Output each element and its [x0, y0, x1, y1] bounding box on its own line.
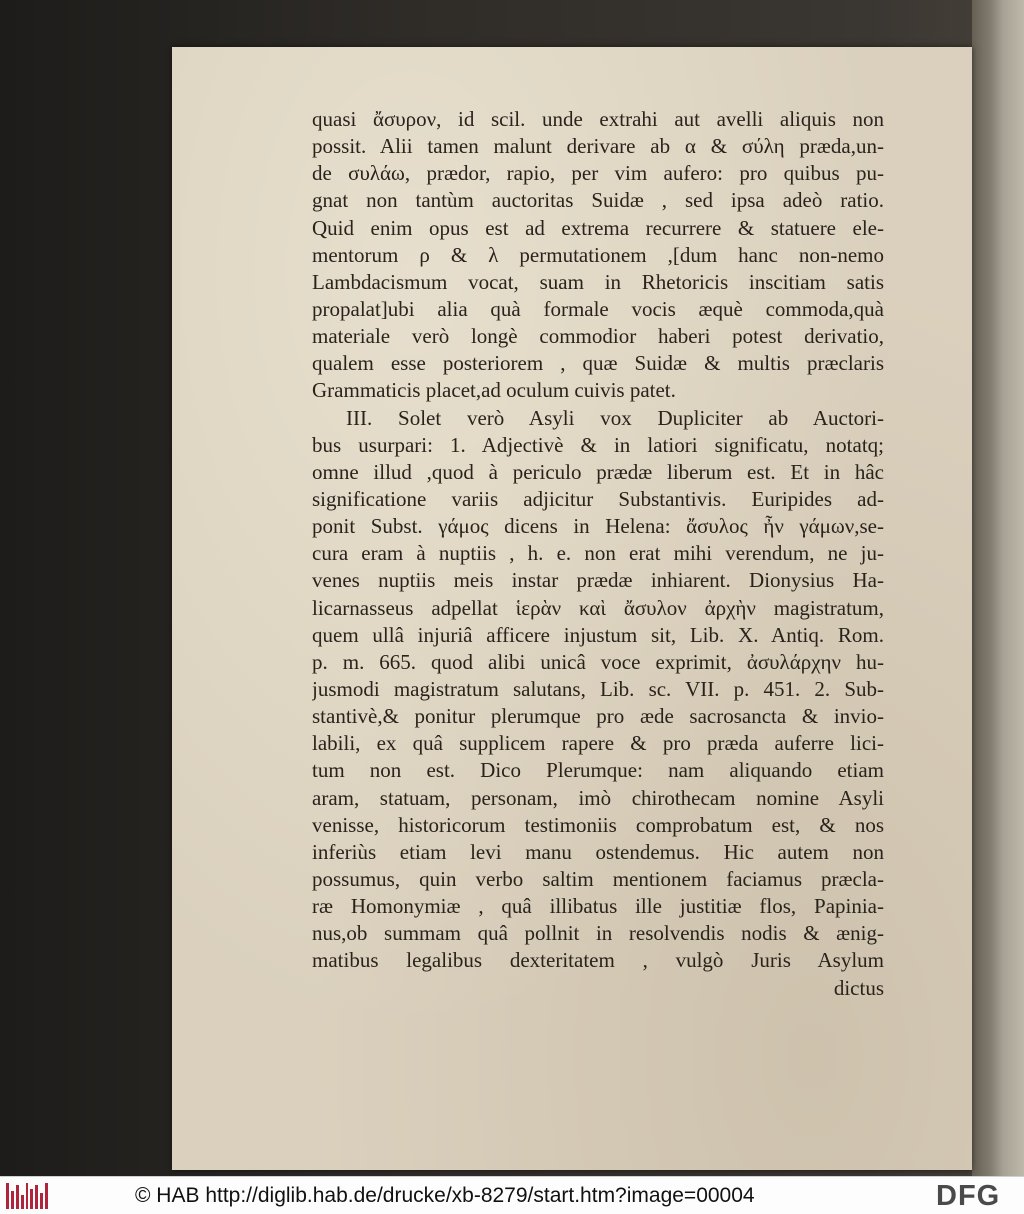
catchword: dictus: [833, 975, 884, 1000]
text-line: propalat]ubi alia quà formale vocis æquè commoda,quà: [312, 296, 884, 321]
text-line: significatione variis adjicitur Substantivis. Euripides ad-: [312, 486, 884, 511]
text-line: matibus legalibus dexteritatem , vulgò Juris Asylum: [312, 948, 884, 973]
text-line: Quid enim opus est ad extrema recurrere & statuere ele-: [312, 215, 884, 240]
text-line: III. Solet verò Asyli vox Dupliciter ab Auctori-: [346, 405, 884, 430]
text-line: ponit Subst. γάμος dicens in Helena: ἄσυλος ἦν γάμων,se-: [312, 514, 884, 539]
text-line: p. m. 665. quod alibi unicâ voce exprimit, ἀσυλάρχην hu-: [312, 649, 884, 674]
text-line: inferiùs etiam levi manu ostendemus. Hic autem non: [312, 839, 884, 864]
text-line: tum non est. Dico Plerumque: nam aliquando etiam: [312, 758, 884, 783]
text-line: de συλάω, prædor, rapio, per vim aufero: pro quibus pu-: [312, 161, 884, 186]
citation-link[interactable]: © HAB http://diglib.hab.de/drucke/xb-8279/start.htm?image=00004: [135, 1184, 755, 1207]
text-line: Lambdacismum vocat, suam in Rhetoricis inscitiam satis: [312, 269, 884, 294]
hab-logo-icon[interactable]: [6, 1183, 48, 1209]
text-line: aram, statuam, personam, imò chirothecam nomine Asyli: [312, 785, 884, 810]
text-line: bus usurpari: 1. Adjectivè & in latiori significatu, notatq;: [312, 432, 884, 457]
text-line: labili, ex quâ supplicem rapere & pro præda auferre lici-: [312, 731, 884, 756]
text-line: jusmodi magistratum salutans, Lib. sc. VII. p. 451. 2. Sub-: [312, 676, 884, 701]
text-line: possit. Alii tamen malunt derivare ab α & σύλη præda,un-: [312, 134, 884, 159]
text-line: quasi ἄσυρον, id scil. unde extrahi aut avelli aliquis non: [312, 107, 884, 131]
text-line: venisse, historicorum testimoniis comprobatum est, & nos: [312, 812, 884, 837]
footer-bar: [0, 1176, 1024, 1214]
text-line: quem ullâ injuriâ afficere injustum sit, Lib. X. Antiq. Rom.: [312, 622, 884, 647]
text-line: materiale verò longè commodior haberi potest derivatio,: [312, 324, 884, 349]
text-line: stantivè,& ponitur plerumque pro æde sacrosancta & invio-: [312, 704, 884, 729]
page-text: [312, 106, 884, 1002]
text-line: possumus, quin verbo saltim mentionem faciamus præcla-: [312, 866, 884, 891]
text-line: gnat non tantùm auctoritas Suidæ , sed ipsa adeò ratio.: [312, 188, 884, 213]
text-line: cura eram à nuptiis , h. e. non erat mihi verendum, ne ju-: [312, 541, 884, 566]
text-line: venes nuptiis meis instar prædæ inhiarent. Dionysius Ha-: [312, 568, 884, 593]
text-line: nus,ob summam quâ pollnit in resolvendis nodis & ænig-: [312, 921, 884, 946]
text-line: licarnasseus adpellat ἱερὰν καὶ ἄσυλον ἀρχὴν magistratum,: [312, 595, 884, 620]
text-line: qualem esse posteriorem , quæ Suidæ & multis præclaris: [312, 351, 884, 376]
facing-page-edge: [972, 0, 1024, 1176]
text-line: ræ Homonymiæ , quâ illibatus ille justitiæ flos, Papinia-: [312, 894, 884, 919]
text-line: Grammaticis placet,ad oculum cuivis patet.: [312, 378, 676, 403]
dfg-logo-icon[interactable]: DFG: [936, 1180, 1001, 1212]
text-line: mentorum ρ & λ permutationem ,[dum hanc non-nemo: [312, 242, 884, 267]
text-line: omne illud ,quod à periculo prædæ liberum est. Et in hâc: [312, 459, 884, 484]
